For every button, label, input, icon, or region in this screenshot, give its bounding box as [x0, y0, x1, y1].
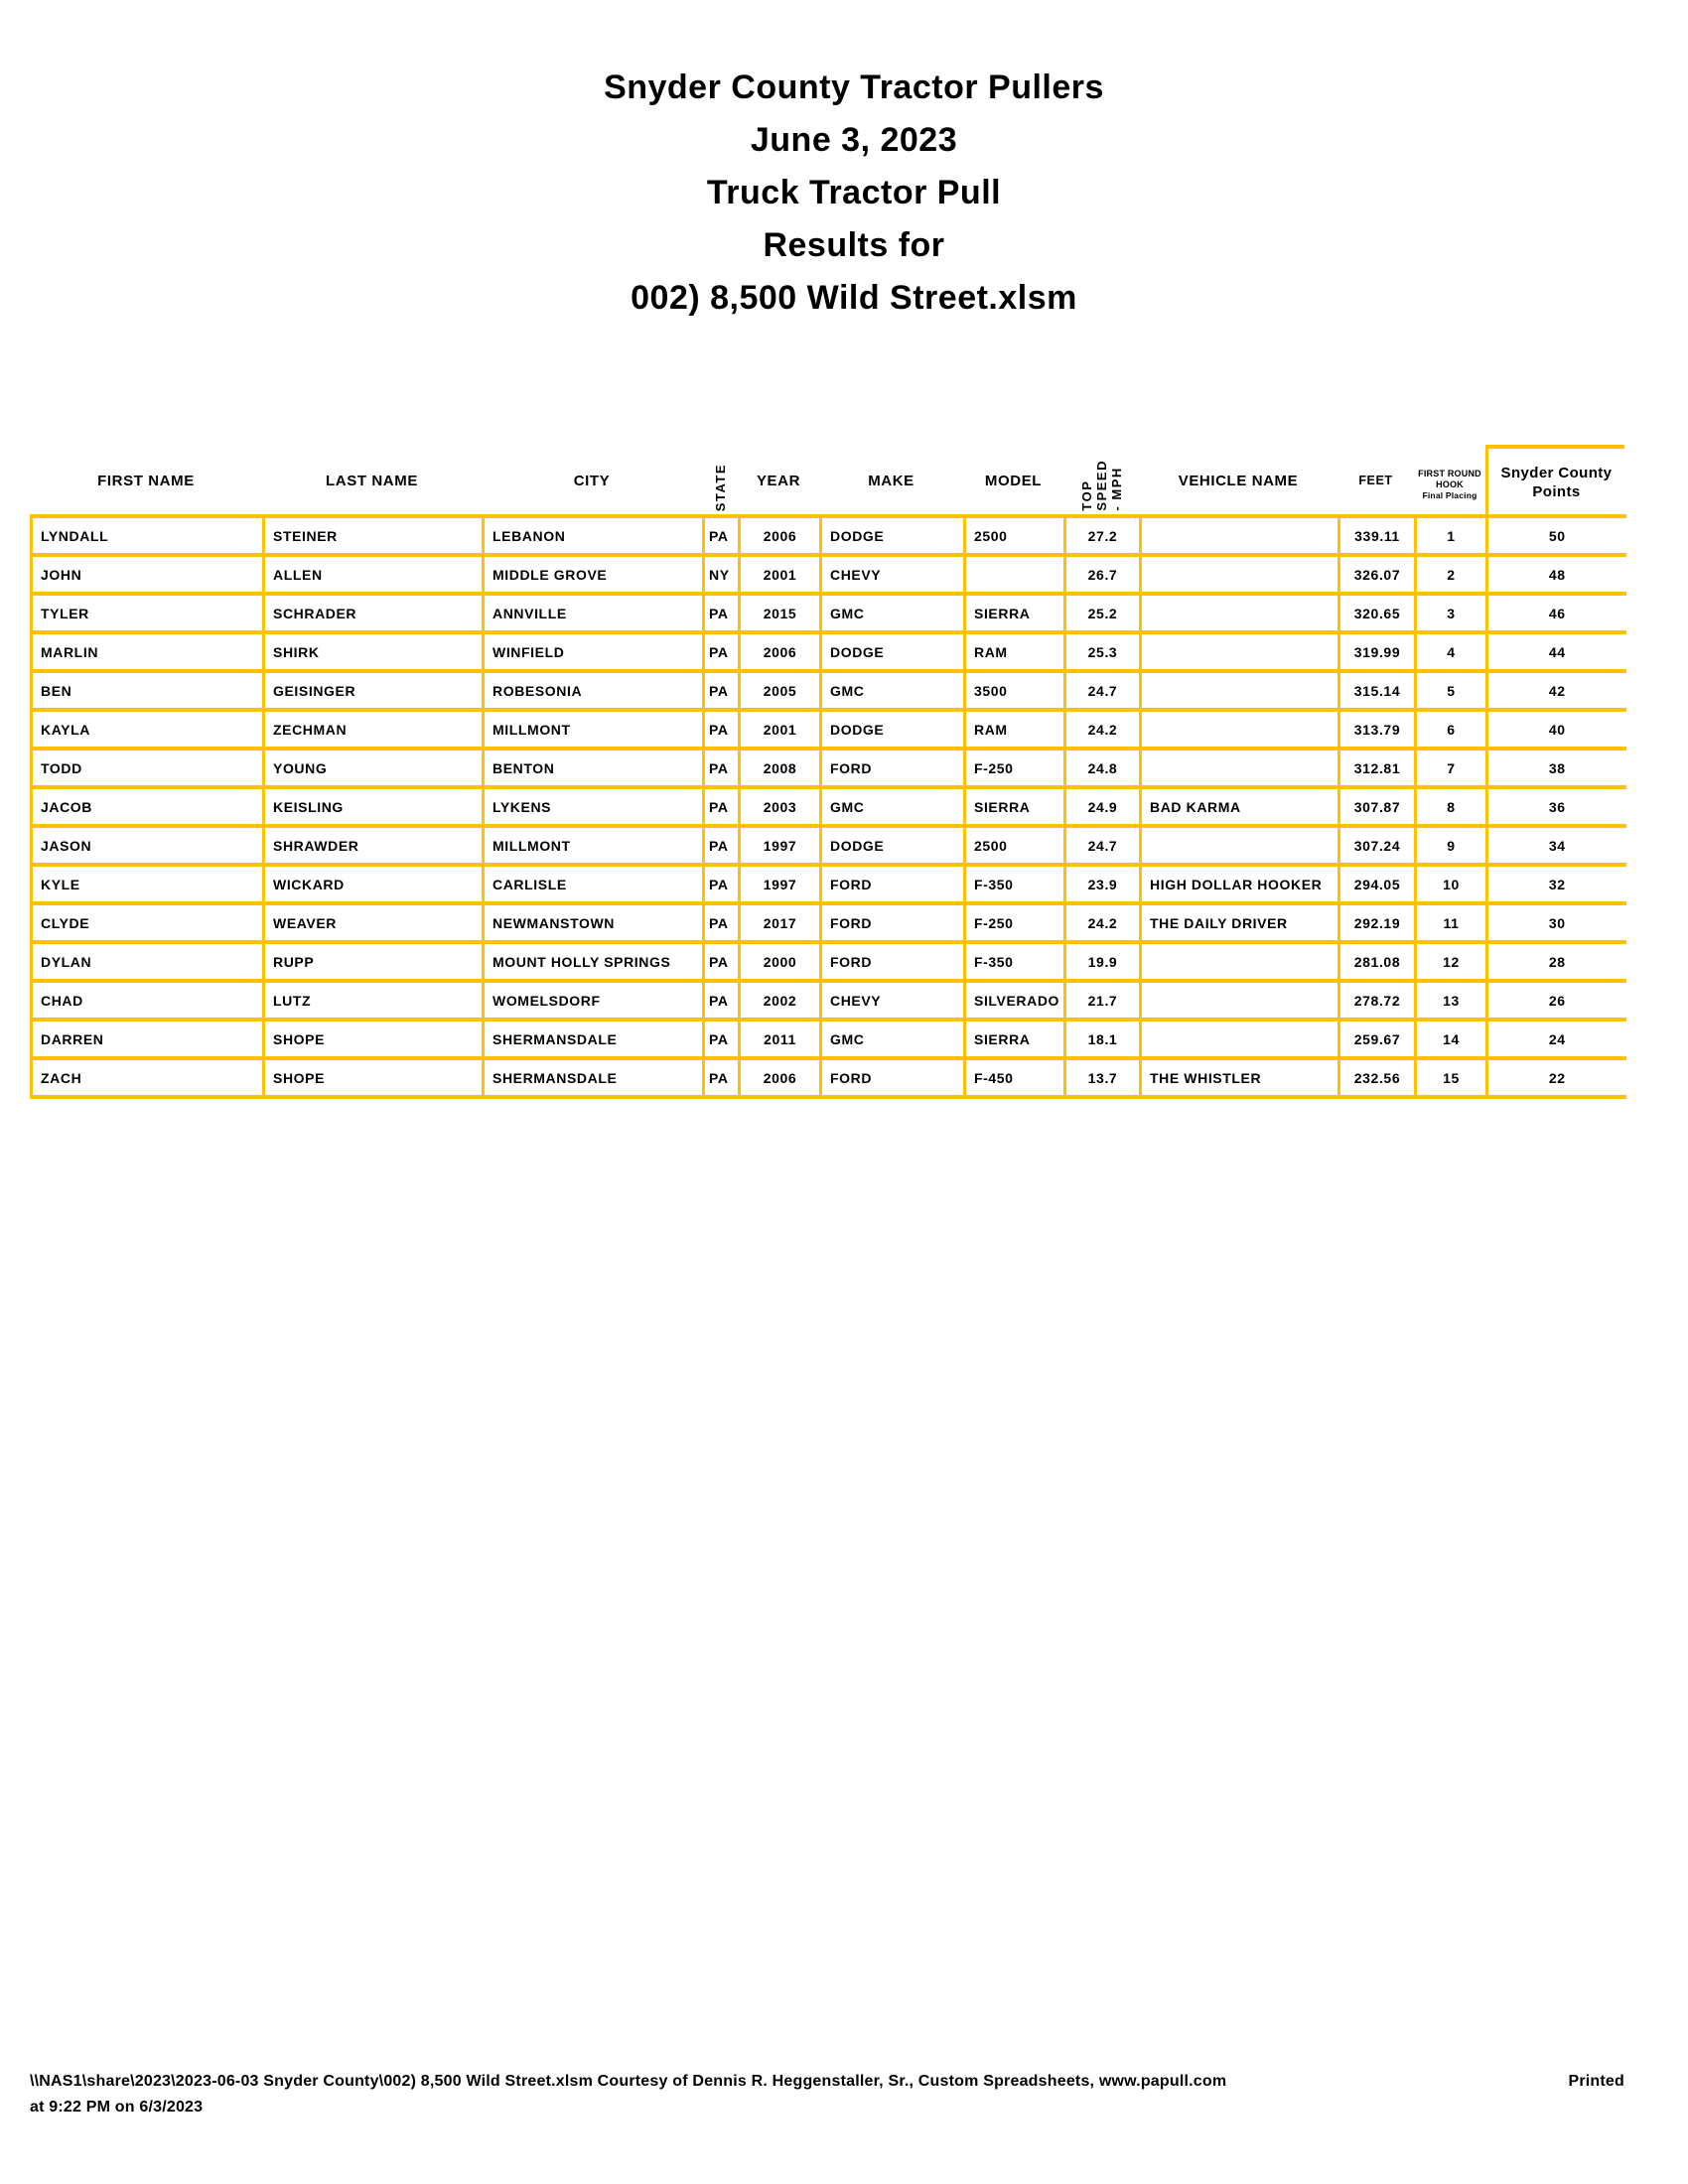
- cell-last-name: SHOPE: [264, 1020, 484, 1058]
- cell-make: GMC: [821, 1020, 965, 1058]
- cell-points: 26: [1487, 981, 1626, 1020]
- table-row: [32, 981, 1626, 1020]
- cell-top-speed: 25.2: [1065, 594, 1141, 632]
- hook-line-3: Final Placing: [1422, 490, 1477, 500]
- cell-feet: 313.79: [1339, 710, 1416, 749]
- cell-first-name: CLYDE: [32, 903, 264, 942]
- cell-model: RAM: [965, 632, 1065, 671]
- cell-year: 2006: [740, 516, 821, 555]
- cell-state: NY: [704, 555, 740, 594]
- cell-state: PA: [704, 671, 740, 710]
- cell-year: 2001: [740, 555, 821, 594]
- cell-model: F-450: [965, 1058, 1065, 1097]
- cell-state: PA: [704, 787, 740, 826]
- table-row: [32, 555, 1626, 594]
- cell-city: WINFIELD: [484, 632, 704, 671]
- cell-model: SIERRA: [965, 1020, 1065, 1058]
- cell-feet: 292.19: [1339, 903, 1416, 942]
- cell-points: 38: [1487, 749, 1626, 787]
- cell-points: 30: [1487, 903, 1626, 942]
- cell-last-name: STEINER: [264, 516, 484, 555]
- cell-make: FORD: [821, 942, 965, 981]
- cell-points: 28: [1487, 942, 1626, 981]
- cell-vehicle-name: [1141, 594, 1339, 632]
- header-model: MODEL: [984, 473, 1043, 489]
- cell-first-name: DARREN: [32, 1020, 264, 1058]
- title-line-date: June 3, 2023: [750, 121, 958, 159]
- cell-last-name: SHIRK: [264, 632, 484, 671]
- cell-last-name: SHRAWDER: [264, 826, 484, 865]
- table-row: [32, 942, 1626, 981]
- table-header-row: [30, 427, 1624, 514]
- cell-vehicle-name: [1141, 942, 1339, 981]
- cell-top-speed: 27.2: [1065, 516, 1141, 555]
- header-last-name: LAST NAME: [326, 473, 418, 489]
- cell-feet: 320.65: [1339, 594, 1416, 632]
- cell-make: DODGE: [821, 826, 965, 865]
- hook-line-2: HOOK: [1436, 479, 1464, 489]
- cell-last-name: WEAVER: [264, 903, 484, 942]
- cell-points: 42: [1487, 671, 1626, 710]
- cell-vehicle-name: [1141, 632, 1339, 671]
- table-row: [32, 671, 1626, 710]
- cell-state: PA: [704, 942, 740, 981]
- footer-printed-label: Printed: [1568, 2073, 1624, 2090]
- cell-feet: 278.72: [1339, 981, 1416, 1020]
- table-row: [32, 865, 1626, 903]
- cell-points: 34: [1487, 826, 1626, 865]
- footer-line-2: at 9:22 PM on 6/3/2023: [30, 2099, 204, 2116]
- cell-year: 2011: [740, 1020, 821, 1058]
- cell-feet: 281.08: [1339, 942, 1416, 981]
- header-first-round-hook-label: [1418, 469, 1481, 501]
- cell-placing: 4: [1416, 632, 1487, 671]
- cell-vehicle-name: [1141, 826, 1339, 865]
- cell-state: PA: [704, 594, 740, 632]
- header-feet: FEET: [1358, 474, 1393, 487]
- cell-year: 1997: [740, 826, 821, 865]
- top-speed-line-3: - MPH: [1108, 467, 1124, 511]
- cell-vehicle-name: THE WHISTLER: [1141, 1058, 1339, 1097]
- cell-year: 2015: [740, 594, 821, 632]
- cell-model: F-350: [965, 865, 1065, 903]
- cell-make: FORD: [821, 1058, 965, 1097]
- cell-state: PA: [704, 516, 740, 555]
- cell-year: 1997: [740, 865, 821, 903]
- cell-placing: 8: [1416, 787, 1487, 826]
- cell-first-name: JASON: [32, 826, 264, 865]
- cell-top-speed: 21.7: [1065, 981, 1141, 1020]
- cell-city: CARLISLE: [484, 865, 704, 903]
- cell-state: PA: [704, 1020, 740, 1058]
- page-footer: [30, 2071, 1624, 2118]
- cell-feet: 312.81: [1339, 749, 1416, 787]
- cell-state: PA: [704, 632, 740, 671]
- cell-state: PA: [704, 903, 740, 942]
- table-row: [32, 749, 1626, 787]
- cell-state: PA: [704, 749, 740, 787]
- cell-make: GMC: [821, 671, 965, 710]
- cell-feet: 307.87: [1339, 787, 1416, 826]
- cell-state: PA: [704, 826, 740, 865]
- cell-city: MIDDLE GROVE: [484, 555, 704, 594]
- cell-make: FORD: [821, 749, 965, 787]
- table-row: [32, 594, 1626, 632]
- results-grid: [30, 514, 1626, 1099]
- cell-top-speed: 23.9: [1065, 865, 1141, 903]
- cell-first-name: JOHN: [32, 555, 264, 594]
- cell-top-speed: 24.2: [1065, 710, 1141, 749]
- cell-vehicle-name: [1141, 555, 1339, 594]
- hook-line-1: FIRST ROUND: [1418, 469, 1481, 478]
- cell-last-name: RUPP: [264, 942, 484, 981]
- header-make: MAKE: [868, 473, 914, 489]
- cell-model: SIERRA: [965, 787, 1065, 826]
- cell-year: 2003: [740, 787, 821, 826]
- cell-top-speed: 19.9: [1065, 942, 1141, 981]
- cell-make: CHEVY: [821, 981, 965, 1020]
- cell-points: 50: [1487, 516, 1626, 555]
- cell-placing: 7: [1416, 749, 1487, 787]
- cell-city: BENTON: [484, 749, 704, 787]
- cell-model: RAM: [965, 710, 1065, 749]
- cell-placing: 11: [1416, 903, 1487, 942]
- cell-points: 32: [1487, 865, 1626, 903]
- cell-city: LYKENS: [484, 787, 704, 826]
- cell-points: 22: [1487, 1058, 1626, 1097]
- cell-feet: 232.56: [1339, 1058, 1416, 1097]
- cell-top-speed: 26.7: [1065, 555, 1141, 594]
- title-line-class-file: 002) 8,500 Wild Street.xlsm: [631, 279, 1077, 317]
- header-year: YEAR: [756, 473, 801, 489]
- cell-model: F-250: [965, 749, 1065, 787]
- cell-placing: 3: [1416, 594, 1487, 632]
- cell-state: PA: [704, 1058, 740, 1097]
- cell-first-name: TYLER: [32, 594, 264, 632]
- cell-first-name: BEN: [32, 671, 264, 710]
- cell-top-speed: 25.3: [1065, 632, 1141, 671]
- header-top-speed: [1063, 460, 1139, 514]
- footer-line-1: [30, 2071, 1624, 2093]
- cell-points: 36: [1487, 787, 1626, 826]
- header-city: CITY: [573, 473, 611, 489]
- cell-placing: 10: [1416, 865, 1487, 903]
- cell-city: NEWMANSTOWN: [484, 903, 704, 942]
- cell-placing: 13: [1416, 981, 1487, 1020]
- cell-top-speed: 24.7: [1065, 671, 1141, 710]
- top-speed-line-1: TOP: [1078, 480, 1094, 511]
- cell-top-speed: 24.2: [1065, 903, 1141, 942]
- cell-vehicle-name: [1141, 516, 1339, 555]
- cell-feet: 339.11: [1339, 516, 1416, 555]
- cell-feet: 315.14: [1339, 671, 1416, 710]
- header-first-name: FIRST NAME: [97, 473, 195, 489]
- cell-last-name: SHOPE: [264, 1058, 484, 1097]
- cell-city: SHERMANSDALE: [484, 1020, 704, 1058]
- cell-model: SIERRA: [965, 594, 1065, 632]
- cell-model: [965, 555, 1065, 594]
- cell-model: 3500: [965, 671, 1065, 710]
- header-points: [1485, 445, 1624, 514]
- cell-feet: 326.07: [1339, 555, 1416, 594]
- cell-first-name: TODD: [32, 749, 264, 787]
- table-row: [32, 1058, 1626, 1097]
- cell-last-name: SCHRADER: [264, 594, 484, 632]
- cell-first-name: DYLAN: [32, 942, 264, 981]
- cell-year: 2002: [740, 981, 821, 1020]
- cell-top-speed: 18.1: [1065, 1020, 1141, 1058]
- cell-make: CHEVY: [821, 555, 965, 594]
- cell-placing: 1: [1416, 516, 1487, 555]
- cell-first-name: CHAD: [32, 981, 264, 1020]
- table-row: [32, 826, 1626, 865]
- cell-vehicle-name: HIGH DOLLAR HOOKER: [1141, 865, 1339, 903]
- cell-year: 2017: [740, 903, 821, 942]
- cell-year: 2006: [740, 1058, 821, 1097]
- cell-make: DODGE: [821, 516, 965, 555]
- cell-top-speed: 24.7: [1065, 826, 1141, 865]
- footer-file-path-courtesy: \\NAS1\share\2023\2023-06-03 Snyder County\002) 8,500 Wild Street.xlsm Courtesy of Dennis R. Heggenstaller, Sr., Custom Spreadsheets, www.papull.com: [30, 2073, 1227, 2090]
- table-row: [32, 516, 1626, 555]
- cell-feet: 294.05: [1339, 865, 1416, 903]
- title-line-results-for: Results for: [763, 226, 945, 264]
- cell-year: 2001: [740, 710, 821, 749]
- title-line-event: Truck Tractor Pull: [706, 174, 1002, 211]
- results-table-body: [32, 516, 1626, 1097]
- cell-placing: 15: [1416, 1058, 1487, 1097]
- cell-model: F-350: [965, 942, 1065, 981]
- cell-model: 2500: [965, 826, 1065, 865]
- cell-points: 24: [1487, 1020, 1626, 1058]
- cell-first-name: LYNDALL: [32, 516, 264, 555]
- cell-make: DODGE: [821, 632, 965, 671]
- cell-placing: 6: [1416, 710, 1487, 749]
- table-row: [32, 710, 1626, 749]
- cell-vehicle-name: [1141, 1020, 1339, 1058]
- cell-placing: 14: [1416, 1020, 1487, 1058]
- cell-points: 40: [1487, 710, 1626, 749]
- cell-city: MILLMONT: [484, 826, 704, 865]
- header-state: [702, 464, 738, 514]
- top-speed-line-2: SPEED: [1093, 460, 1109, 511]
- cell-vehicle-name: THE DAILY DRIVER: [1141, 903, 1339, 942]
- cell-city: SHERMANSDALE: [484, 1058, 704, 1097]
- cell-first-name: KAYLA: [32, 710, 264, 749]
- results-table: [30, 427, 1624, 1099]
- cell-vehicle-name: [1141, 749, 1339, 787]
- cell-vehicle-name: BAD KARMA: [1141, 787, 1339, 826]
- cell-year: 2006: [740, 632, 821, 671]
- cell-top-speed: 24.9: [1065, 787, 1141, 826]
- cell-placing: 12: [1416, 942, 1487, 981]
- cell-make: FORD: [821, 865, 965, 903]
- cell-city: ROBESONIA: [484, 671, 704, 710]
- cell-model: 2500: [965, 516, 1065, 555]
- cell-city: ANNVILLE: [484, 594, 704, 632]
- title-line-club: Snyder County Tractor Pullers: [604, 68, 1104, 106]
- cell-points: 48: [1487, 555, 1626, 594]
- cell-points: 46: [1487, 594, 1626, 632]
- cell-state: PA: [704, 710, 740, 749]
- table-row: [32, 632, 1626, 671]
- cell-make: GMC: [821, 787, 965, 826]
- cell-make: GMC: [821, 594, 965, 632]
- cell-last-name: WICKARD: [264, 865, 484, 903]
- cell-last-name: ZECHMAN: [264, 710, 484, 749]
- cell-vehicle-name: [1141, 671, 1339, 710]
- cell-placing: 9: [1416, 826, 1487, 865]
- header-state-label: STATE: [712, 463, 728, 511]
- cell-vehicle-name: [1141, 710, 1339, 749]
- cell-first-name: JACOB: [32, 787, 264, 826]
- cell-placing: 5: [1416, 671, 1487, 710]
- cell-points: 44: [1487, 632, 1626, 671]
- cell-feet: 319.99: [1339, 632, 1416, 671]
- cell-make: FORD: [821, 903, 965, 942]
- cell-top-speed: 13.7: [1065, 1058, 1141, 1097]
- header-top-speed-label: [1079, 460, 1124, 511]
- header-vehicle-name: VEHICLE NAME: [1178, 473, 1299, 489]
- cell-state: PA: [704, 865, 740, 903]
- cell-first-name: KYLE: [32, 865, 264, 903]
- cell-year: 2005: [740, 671, 821, 710]
- cell-last-name: GEISINGER: [264, 671, 484, 710]
- report-title-block: [0, 62, 1688, 325]
- cell-model: SILVERADO: [965, 981, 1065, 1020]
- cell-make: DODGE: [821, 710, 965, 749]
- cell-feet: 307.24: [1339, 826, 1416, 865]
- points-header-box: Snyder County Points: [1485, 445, 1624, 514]
- cell-vehicle-name: [1141, 981, 1339, 1020]
- cell-feet: 259.67: [1339, 1020, 1416, 1058]
- cell-city: MILLMONT: [484, 710, 704, 749]
- cell-city: WOMELSDORF: [484, 981, 704, 1020]
- cell-top-speed: 24.8: [1065, 749, 1141, 787]
- cell-year: 2000: [740, 942, 821, 981]
- table-row: [32, 1020, 1626, 1058]
- table-row: [32, 903, 1626, 942]
- cell-city: LEBANON: [484, 516, 704, 555]
- cell-placing: 2: [1416, 555, 1487, 594]
- cell-last-name: YOUNG: [264, 749, 484, 787]
- cell-city: MOUNT HOLLY SPRINGS: [484, 942, 704, 981]
- cell-model: F-250: [965, 903, 1065, 942]
- table-row: [32, 787, 1626, 826]
- cell-last-name: ALLEN: [264, 555, 484, 594]
- cell-state: PA: [704, 981, 740, 1020]
- cell-year: 2008: [740, 749, 821, 787]
- cell-last-name: KEISLING: [264, 787, 484, 826]
- header-first-round-hook: [1414, 469, 1485, 514]
- cell-first-name: MARLIN: [32, 632, 264, 671]
- cell-last-name: LUTZ: [264, 981, 484, 1020]
- cell-first-name: ZACH: [32, 1058, 264, 1097]
